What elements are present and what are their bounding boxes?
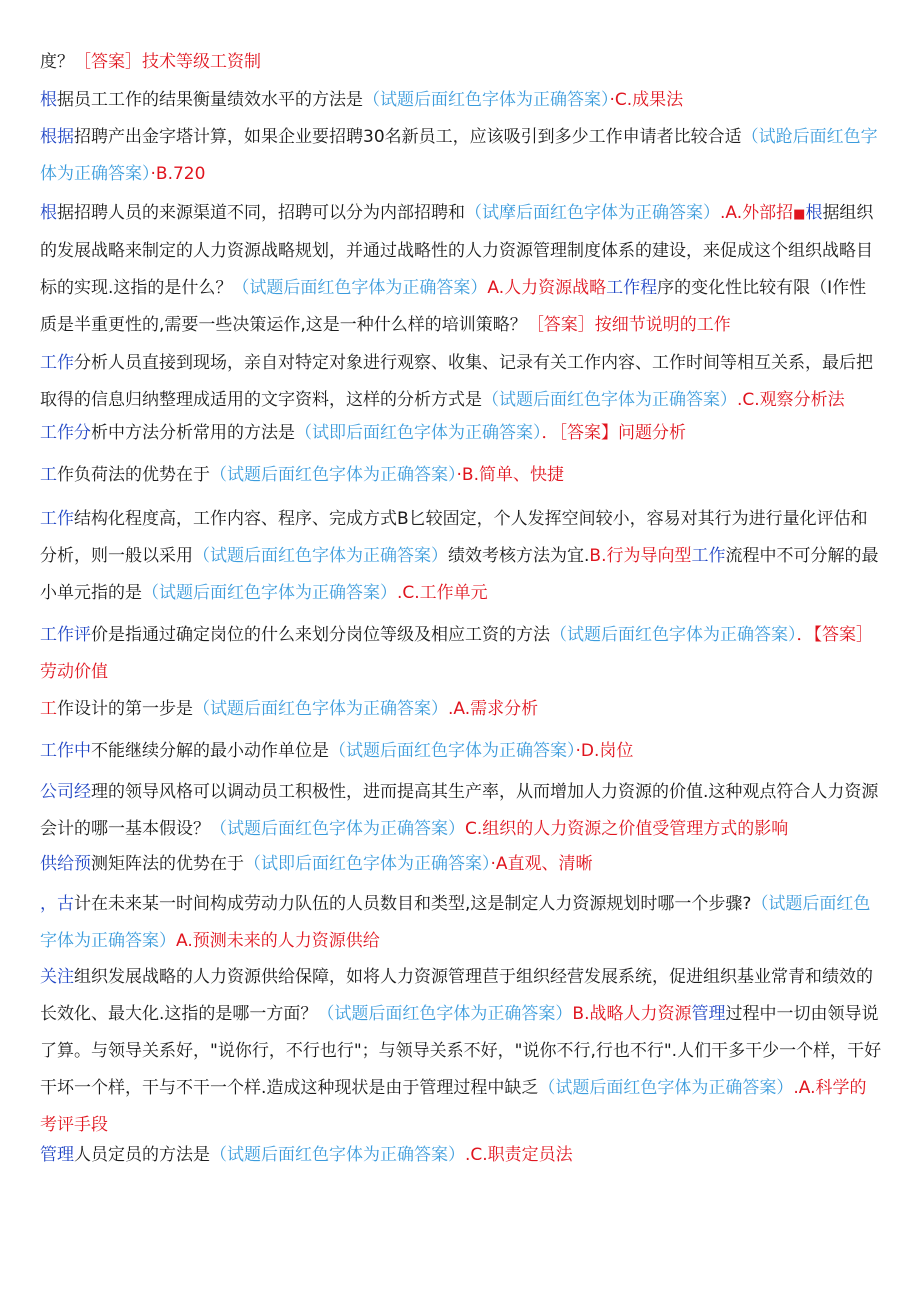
question-text: 组织发展战略的人力资源供给保障，如将人力资源管理苣于组织经营发展系统，促进组织基业常青和绩效的长效化、最大化.这指的是哪一方面？ [40,967,873,1024]
hint-text: （试题后面红色字体为正确答案） [363,90,610,110]
question-paragraph [40,886,882,960]
question-paragraph [40,733,882,770]
question-paragraph [40,345,882,419]
hint-text: （试题后面红色字体为正确答案） [538,1078,794,1098]
answer-text: .C.观察分析法 [737,390,845,410]
question-text: 绩效考核方法为宜. [448,546,590,566]
question-paragraph [40,119,882,193]
answer-text: A.预测未来的人力资源供给 [176,931,380,951]
question-text: 测矩阵法的优势在于 [91,854,244,874]
hint-text: （试题后面红色字体为正确答案） [40,894,871,951]
question-text: 度？ [40,52,74,72]
question-text: 结构化程度高，工作内容、程序、完成方式B匕较固定，个人发挥空间较小，容易对其行为进行量化评估和分析，则一般以采用 [40,509,868,566]
topic-lead-text: 工作 [40,509,74,529]
question-text: 招聘产出金字塔计算，如果企业要招聘30名新员工，应该吸引到多少工作申请者比较合适 [74,127,742,147]
question-text: 人员定员的方法是 [74,1145,210,1165]
hint-text: （试题后面红色字体为正确答案） [193,699,448,719]
hint-text: （试题后面红色字体为正确答案） [317,1004,573,1024]
answer-text: .A.需求分析 [448,699,539,719]
question-text: 据组织的发展战略来制定的人力资源战略规划，并通过战略性的人力资源管理制度体系的建设，来促成这个组织战略目标的实现.这指的是什么？ [40,203,874,298]
answer-text: C.组织的人力资源之价值受管理方式的影响 [465,819,789,839]
hint-text: （试题后面红色字体为正确答案） [210,465,457,485]
topic-lead-text: 公司经 [40,782,91,802]
question-paragraph [40,501,882,612]
hint-text: （试题后面红色字体为正确答案） [193,546,448,566]
topic-lead-text: 工 [40,465,57,485]
topic-lead-text: ，古 [40,894,74,914]
question-text: 据招聘人员的来源渠道不同，招聘可以分为内部招聘和 [57,203,465,223]
question-paragraph [40,457,882,494]
question-text: 分析人员直接到现场，亲自对特定对象进行观察、收集、记录有关工作内容、工作时间等相互关系，最后把取得的信息归纳整理成适用的文字资料，这样的分析方式是 [40,353,873,410]
topic-lead-text: 关注 [40,967,74,987]
hint-text: （试即后面红色字体为正确答案） [295,423,542,443]
answer-text: ［答案］按细节说明的工作 [526,315,731,335]
answer-text: A.人力资源战略 [487,278,607,298]
topic-lead-text: 根 [40,203,57,223]
hint-text: （试题后面红色字体为正确答案） [210,819,465,839]
topic-lead-text: 工作分 [40,423,91,443]
hint-text: （试题后面红色字体为正确答案） [482,390,737,410]
topic-lead-text: 根 [805,203,823,223]
separator-mark: ■ [793,207,806,222]
answer-text: .C.工作单元 [397,583,488,603]
hint-text: （试题后面红色字体为正确答案） [210,1145,465,1165]
question-paragraph [40,195,882,344]
question-paragraph [40,617,882,691]
answer-text: ．【答案］劳动价值 [40,625,873,682]
answer-text: .A.外部招 [720,203,794,223]
answer-text: .C.职责定员法 [465,1145,573,1165]
hint-text: （试题后面红色字体为正确答案） [550,625,797,645]
hint-text: （试摩后面红色字体为正确答案） [465,203,720,223]
answer-text: ·C.成果法 [609,90,684,110]
question-paragraph [40,82,882,119]
question-paragraph [40,1137,882,1174]
question-text: 理的领导风格可以调动员工积极性，进而提高其生产率，从而增加人力资源的价值.这种观点符合人力资源会计的哪一基本假设？ [40,782,879,839]
question-text: 不能继续分解的最小动作单位是 [91,741,329,761]
topic-lead-text: 工作程 [606,278,658,298]
hint-text: （试题后面红色字体为正确答案） [329,741,576,761]
hint-text: （试题后面红色字体为正确答案） [232,278,488,298]
question-text: 计在未来某一时间构成劳动力队伍的人员数目和类型,这是制定人力资源规划时哪一个步骤? [74,894,752,914]
question-text: 析中方法分析常用的方法是 [91,423,295,443]
answer-text: B.战略人力资源 [572,1004,692,1024]
topic-lead-text: 根据 [40,127,74,147]
question-text: 作设计的第一步是 [57,699,193,719]
topic-lead-text: 工作评 [40,625,91,645]
answer-text: 工 [40,699,57,719]
answer-text: ·B.简单、快捷 [456,465,564,485]
answer-text: .A.科学的考评手段 [40,1078,867,1135]
answer-text: ．［答案】问题分析 [541,423,686,443]
question-text: 序的变化性比较有限（I作性质是半重更性的,需要一些决策运作,这是一种什么样的培训策略？ [40,278,867,335]
question-paragraph [40,415,882,452]
question-paragraph [40,691,882,728]
answer-text: B.行为导向型 [589,546,692,566]
question-text: 据员工工作的结果衡量绩效水平的方法是 [57,90,363,110]
topic-lead-text: 管理 [691,1004,726,1024]
hint-text: （试题后面红色字体为正确答案） [142,583,397,603]
question-text: 流程中不可分解的最小单元指的是 [40,546,879,603]
topic-lead-text: 工作 [691,546,726,566]
question-text: 价是指通过确定岗位的什么来划分岗位等级及相应工资的方法 [91,625,550,645]
question-paragraph [40,959,882,1144]
answer-text: ［答案］技术等级工资制 [74,52,261,72]
answer-text: ·A直观、清晰 [490,854,593,874]
question-paragraph [40,774,882,848]
question-text: 过程中一切由领导说了算。与领导关系好，"说你行，不行也行"；与领导关系不好，"说你不行,行也不行".人们干多干少一个样，干好干坏一个样，干与不干一个样.造成这种现状是由于管理过程中缺乏 [40,1004,882,1098]
answer-text: ·B.720 [150,164,206,184]
hint-text: （试跄后面红色字体为正确答案） [40,127,878,184]
question-text: 作负荷法的优势在于 [57,465,210,485]
topic-lead-text: 工作中 [40,741,91,761]
hint-text: （试即后面红色字体为正确答案） [244,854,491,874]
question-paragraph [40,44,882,81]
answer-text: ·D.岗位 [575,741,634,761]
topic-lead-text: 工作 [40,353,74,373]
question-paragraph [40,846,882,883]
topic-lead-text: 管理 [40,1145,74,1165]
topic-lead-text: 供给预 [40,854,91,874]
topic-lead-text: 根 [40,90,57,110]
